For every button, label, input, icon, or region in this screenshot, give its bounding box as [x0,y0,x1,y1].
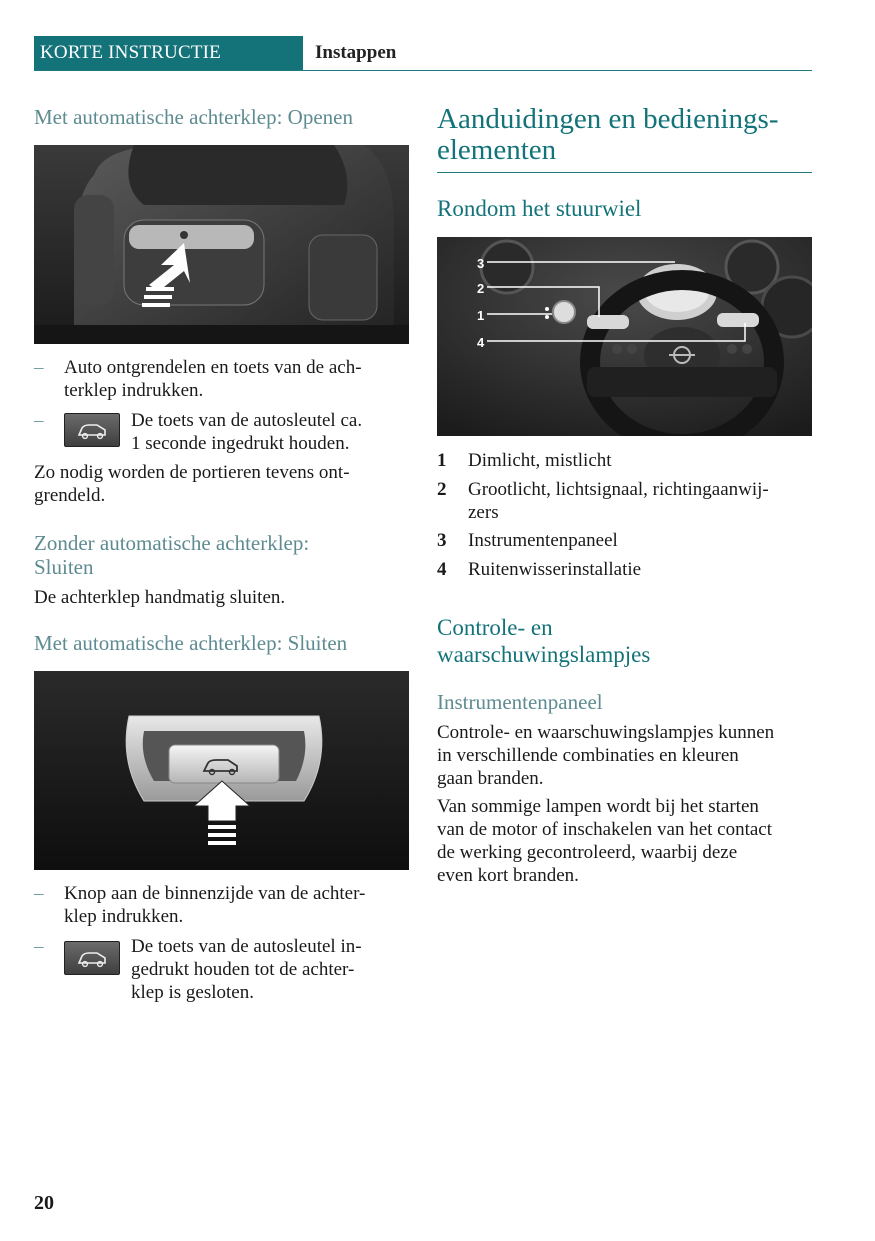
section-label: KORTE INSTRUCTIE [34,36,303,70]
heading-steering-wheel: Rondom het stuurwiel [437,196,642,221]
callout-2: 2 [477,281,485,296]
close-step-2 [131,935,409,1004]
close-manual-text: De achterklep handmatig sluiten. [34,587,286,608]
heading-instrument-panel: Instrumentenpaneel [437,690,603,714]
heading-controls-line2: elementen [437,134,557,166]
heading-open-auto: Met automatische achterklep: Openen [34,105,353,129]
panel-p1-line1: Controle- en waarschuwingslampjes kunnen [437,722,775,743]
open-note [34,461,409,507]
panel-p2-line4: even kort branden. [437,865,579,886]
tailgate-illustration [34,145,409,344]
open-step-1-line1: Auto ontgrendelen en toets van de ach- [64,357,362,378]
panel-p2-line3: de werking gecontroleerd, waarbij deze [437,842,738,863]
legend-text-2 [468,478,812,524]
list-dash: – [34,410,44,431]
list-dash: – [34,357,44,378]
panel-p1-line3: gaan branden. [437,768,544,789]
open-step-2-line1: De toets van de autosleutel ca. [131,410,363,431]
legend-num-1: 1 [437,450,447,471]
callout-1: 1 [477,308,485,323]
running-header [34,36,812,71]
close-step-2-line1: De toets van de autosleutel in- [131,936,362,957]
inner-button-illustration [34,671,409,870]
open-note-line1: Zo nodig worden de portieren tevens ont- [34,462,350,483]
panel-p1-line2: in verschillende combinaties en kleuren [437,745,739,766]
heading-close-auto: Met automatische achterklep: Sluiten [34,631,348,655]
list-dash: – [34,883,44,904]
open-step-2-line2: 1 seconde ingedrukt houden. [131,433,350,454]
heading-close-manual-line2: Sluiten [34,555,94,579]
key-tailgate-button-icon [64,413,120,447]
legend-text-4: Ruitenwisserinstallatie [468,559,642,580]
callout-3: 3 [477,256,485,271]
close-step-2-line2: gedrukt houden tot de achter- [131,959,355,980]
heading-controls [437,104,778,166]
callout-4: 4 [477,335,485,350]
legend-text-1: Dimlicht, mistlicht [468,450,612,471]
heading-warning-lamps [437,614,650,668]
open-step-1-line2: terklep indrukken. [64,380,204,401]
legend-text-3: Instrumentenpaneel [468,530,618,551]
heading-close-manual [34,531,309,579]
close-step-1-line1: Knop aan de binnenzijde van de achter- [64,883,366,904]
page-number: 20 [34,1192,54,1214]
open-step-1 [64,356,409,402]
legend-num-4: 4 [437,559,447,580]
panel-paragraph-2 [437,795,812,887]
steering-wheel-illustration [437,237,812,436]
key-tailgate-button-icon [64,941,120,975]
tailgate-open-photo [34,145,409,344]
close-step-1-line2: klep indrukken. [64,906,184,927]
car-tailgate-icon [65,414,119,446]
legend-text-2-line2: zers [468,502,499,523]
close-step-2-line3: klep is gesloten. [131,982,254,1003]
legend-num-3: 3 [437,530,447,551]
list-dash: – [34,936,44,957]
panel-p2-line2: van de motor of inschakelen van het contact [437,819,773,840]
heading-close-manual-line1: Zonder automatische achterklep: [34,531,310,555]
page-title: Instappen [315,42,397,63]
panel-p2-line1: Van sommige lampen wordt bij het starten [437,796,759,817]
heading-warning-lamps-line1: Controle- en [437,615,553,640]
open-note-line2: grendeld. [34,485,106,506]
close-step-1 [64,882,409,928]
tailgate-close-photo [34,671,409,870]
legend-num-2: 2 [437,479,447,500]
panel-paragraph-1 [437,721,812,790]
heading-controls-line1: Aanduidingen en bedienings- [437,103,779,135]
steering-wheel-photo [437,237,812,436]
heading-warning-lamps-line2: waarschuwingslampjes [437,642,651,667]
open-step-2 [131,409,409,455]
legend-text-2-line1: Grootlicht, lichtsignaal, richtingaanwij- [468,479,769,500]
car-tailgate-icon [65,942,119,974]
heading-rule [437,172,812,173]
